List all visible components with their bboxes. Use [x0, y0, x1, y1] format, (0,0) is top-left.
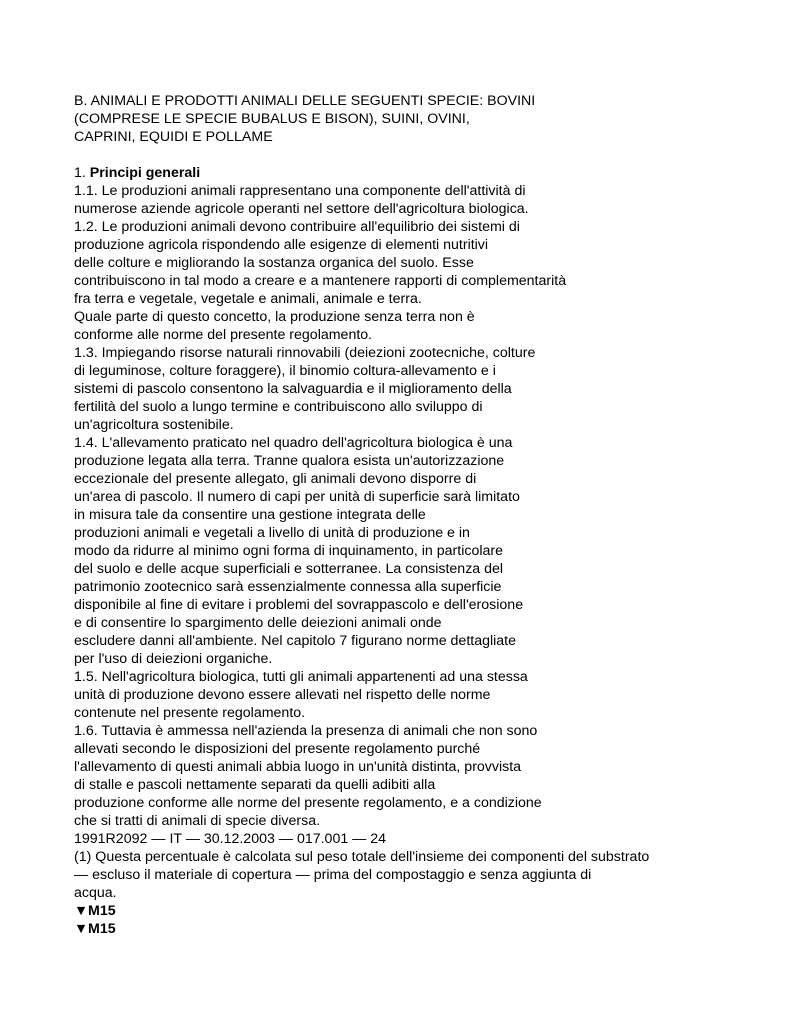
paragraph-gap: [74, 146, 774, 164]
body-line: Quale parte di questo concetto, la produzione senza terra non è: [74, 309, 475, 325]
body-line: produzioni animali e vegetali a livello di unità di produzione e in: [74, 525, 470, 541]
body-line: di stalle e pascoli nettamente separati da quelli adibiti alla: [74, 777, 436, 793]
section-title-text: Principi generali: [89, 165, 201, 181]
body-line: un'agricoltura sostenibile.: [74, 417, 234, 433]
body-line: 1.4. L'allevamento praticato nel quadro dell'agricoltura biologica è una: [74, 435, 513, 451]
section-title: [74, 164, 774, 182]
body-line: contribuiscono in tal modo a creare e a mantenere rapporti di complementarità: [74, 273, 567, 289]
body-line: 1.6. Tuttavia è ammessa nell'azienda la presenza di animali che non sono: [74, 723, 538, 739]
amendment-marker: ▼M15: [74, 903, 116, 919]
footnote-line: acqua.: [74, 885, 117, 901]
document-body: [74, 182, 774, 902]
amendment-markers: [74, 902, 774, 938]
body-line: conforme alle norme del presente regolamento.: [74, 327, 373, 343]
heading-line: B. ANIMALI E PRODOTTI ANIMALI DELLE SEGUENTI SPECIE: BOVINI: [74, 93, 536, 109]
body-line: fertilità del suolo a lungo termine e contribuiscono allo sviluppo di: [74, 399, 483, 415]
body-line: di leguminose, colture foraggere), il binomio coltura-allevamento e i: [74, 363, 496, 379]
body-line: 1.3. Impiegando risorse naturali rinnovabili (deiezioni zootecniche, colture: [74, 345, 536, 361]
body-line: unità di produzione devono essere allevati nel rispetto delle norme: [74, 687, 491, 703]
body-line: e di consentire lo spargimento delle deiezioni animali onde: [74, 615, 442, 631]
body-line: l'allevamento di questi animali abbia luogo in un'unità distinta, provvista: [74, 759, 522, 775]
body-line: disponibile al fine di evitare i problemi del sovrappascolo e dell'erosione: [74, 597, 524, 613]
body-line: eccezionale del presente allegato, gli animali devono disporre di: [74, 471, 477, 487]
body-line: 1.5. Nell'agricoltura biologica, tutti gli animali appartenenti ad una stessa: [74, 669, 528, 685]
heading-line: (COMPRESE LE SPECIE BUBALUS E BISON), SUINI, OVINI,: [74, 111, 470, 127]
footnote-line: (1) Questa percentuale è calcolata sul peso totale dell'insieme dei componenti del substrato: [74, 849, 650, 865]
document-heading: [74, 92, 774, 146]
body-line: produzione legata alla terra. Tranne qualora esista un'autorizzazione: [74, 453, 505, 469]
body-line: un'area di pascolo. Il numero di capi per unità di superficie sarà limitato: [74, 489, 520, 505]
amendment-marker: ▼M15: [74, 921, 116, 937]
body-line: contenute nel presente regolamento.: [74, 705, 306, 721]
document-reference: 1991R2092 — IT — 30.12.2003 — 017.001 — 24: [74, 831, 387, 847]
body-line: produzione conforme alle norme del presente regolamento, e a condizione: [74, 795, 542, 811]
body-line: sistemi di pascolo consentono la salvaguardia e il miglioramento della: [74, 381, 512, 397]
body-line: 1.2. Le produzioni animali devono contribuire all'equilibrio dei sistemi di: [74, 219, 520, 235]
body-line: modo da ridurre al minimo ogni forma di inquinamento, in particolare: [74, 543, 503, 559]
body-line: delle colture e migliorando la sostanza organica del suolo. Esse: [74, 255, 474, 271]
heading-line: CAPRINI, EQUIDI E POLLAME: [74, 129, 273, 145]
footnote-line: — escluso il materiale di copertura — prima del compostaggio e senza aggiunta di: [74, 867, 592, 883]
body-line: del suolo e delle acque superficiali e sotterranee. La consistenza del: [74, 561, 504, 577]
body-line: in misura tale da consentire una gestione integrata delle: [74, 507, 426, 523]
section-number: 1.: [74, 165, 90, 181]
body-line: che si tratti di animali di specie diversa.: [74, 813, 321, 829]
body-line: patrimonio zootecnico sarà essenzialmente connessa alla superficie: [74, 579, 502, 595]
body-line: allevati secondo le disposizioni del presente regolamento purché: [74, 741, 481, 757]
body-line: escludere danni all'ambiente. Nel capitolo 7 figurano norme dettagliate: [74, 633, 517, 649]
body-line: per l'uso di deiezioni organiche.: [74, 651, 273, 667]
body-line: 1.1. Le produzioni animali rappresentano una componente dell'attività di: [74, 183, 526, 199]
document-page: [74, 92, 774, 938]
body-line: numerose aziende agricole operanti nel settore dell'agricoltura biologica.: [74, 201, 529, 217]
body-line: produzione agricola rispondendo alle esigenze di elementi nutritivi: [74, 237, 489, 253]
body-line: fra terra e vegetale, vegetale e animali, animale e terra.: [74, 291, 422, 307]
